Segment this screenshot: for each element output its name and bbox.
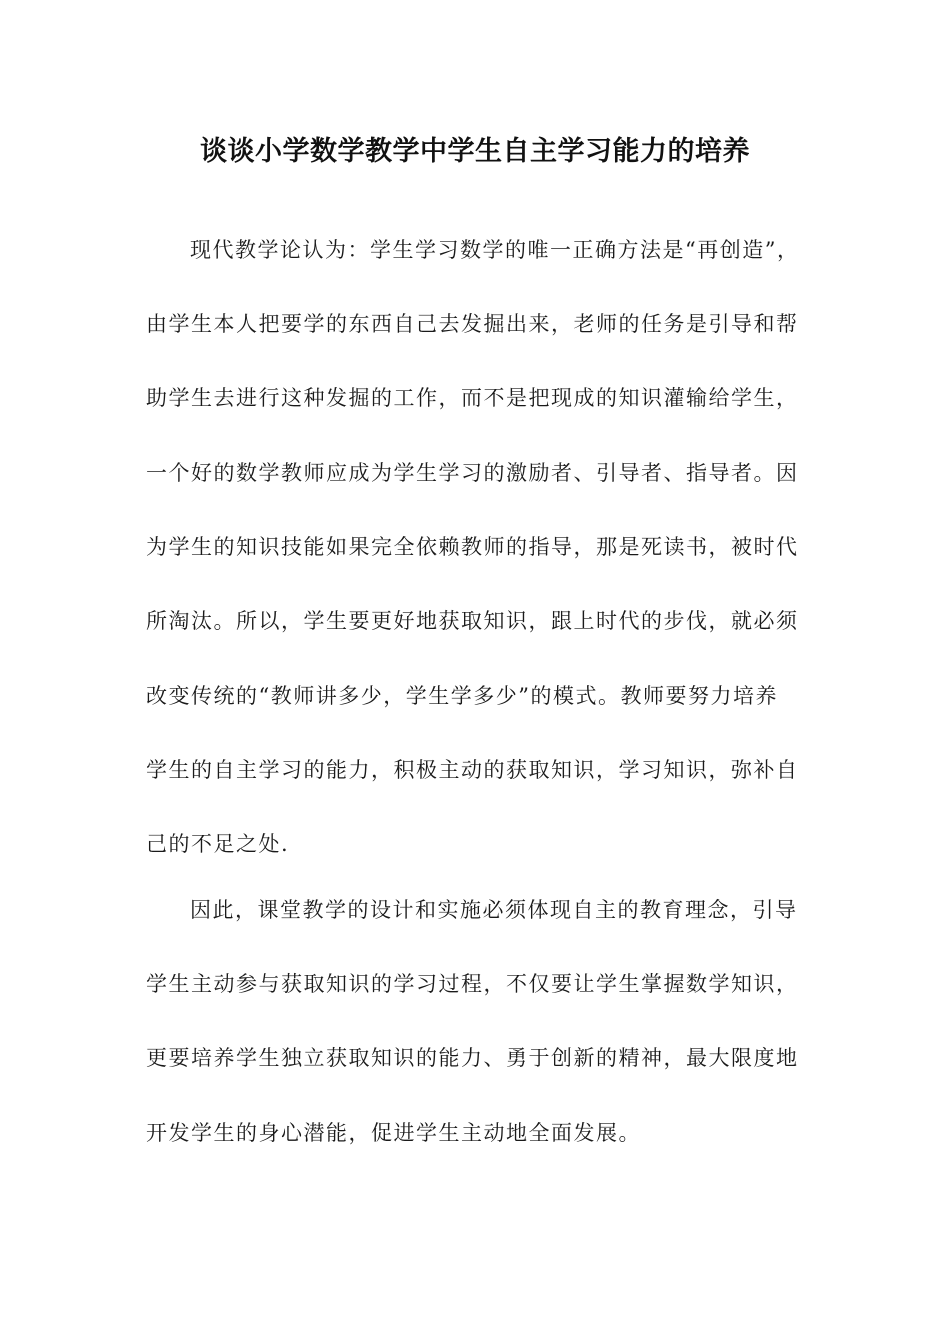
paragraph-2-line: 学生主动参与获取知识的学习过程，不仅要让学生掌握数学知识， — [146, 972, 799, 996]
paragraph-1-line: 由学生本人把要学的东西自己去发掘出来，老师的任务是引导和帮 — [146, 312, 799, 336]
paragraph-1-line: 一个好的数学教师应成为学生学习的激励者、引导者、指导者。因 — [146, 461, 799, 485]
paragraph-1-line: 己的不足之处. — [146, 832, 290, 856]
paragraph-1-line: 为学生的知识技能如果完全依赖教师的指导，那是死读书，被时代 — [146, 535, 799, 559]
paragraph-2-line: 开发学生的身心潜能，促进学生主动地全面发展。 — [146, 1121, 641, 1145]
paragraph-1-line: 助学生去进行这种发掘的工作，而不是把现成的知识灌输给学生， — [146, 386, 799, 410]
paragraph-1-line: 现代教学论认为：学生学习数学的唯一正确方法是“再创造”， — [190, 238, 800, 262]
paragraph-2-line: 因此，课堂教学的设计和实施必须体现自主的教育理念，引导 — [190, 898, 798, 922]
document-title: 谈谈小学数学教学中学生自主学习能力的培养 — [200, 136, 750, 167]
paragraph-1-line: 改变传统的“教师讲多少，学生学多少”的模式。教师要努力培养 — [146, 684, 778, 708]
paragraph-1-line: 所淘汰。所以，学生要更好地获取知识，跟上时代的步伐，就必须 — [146, 609, 799, 633]
paragraph-1-line: 学生的自主学习的能力，积极主动的获取知识，学习知识，弥补自 — [146, 758, 799, 782]
paragraph-2-line: 更要培养学生独立获取知识的能力、勇于创新的精神，最大限度地 — [146, 1046, 799, 1070]
